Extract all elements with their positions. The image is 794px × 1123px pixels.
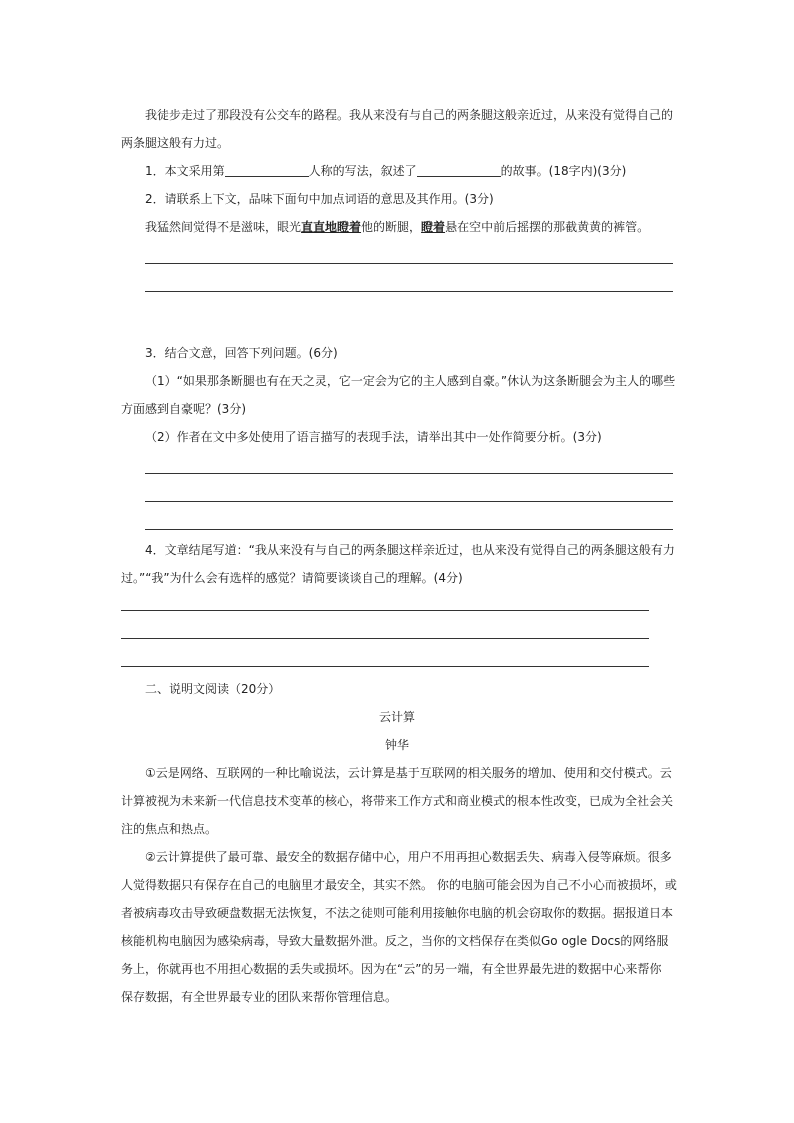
para1-line-2: 计算被视为未来新一代信息技术变革的核心，将带来工作方式和商业模式的根本性改变，已成为全社会关 xyxy=(121,794,674,808)
question-2-prompt: 2．请联系上下文，品味下面句中加点词语的意思及其作用。(3分) xyxy=(145,192,494,206)
question-1 xyxy=(145,164,626,178)
q3-answer-line-2[interactable] xyxy=(145,501,673,502)
article-author: 钟华 xyxy=(384,738,409,752)
article-title: 云计算 xyxy=(378,710,415,724)
para2-line-4: 核能机构电脑因为感染病毒，导致大量数据外泄。反之，当你的文档保存在类似Go ogle Docs的网络服 xyxy=(121,934,669,948)
q2-sentence-part-5: 悬在空中前后摇摆的那截黄黄的裤管。 xyxy=(445,220,650,234)
q4-answer-line-3[interactable] xyxy=(121,666,649,667)
intro-line-2: 两条腿这般有力过。 xyxy=(121,136,230,150)
para1-line-1: ①云是网络、互联网的一种比喻说法，云计算是基于互联网的相关服务的增加、使用和交付模式。云 xyxy=(145,766,672,780)
q2-sentence-part-1: 我猛然间觉得不是滋味，眼光 xyxy=(145,220,302,234)
q2-answer-line-1[interactable] xyxy=(145,263,673,264)
q2-answer-line-2[interactable] xyxy=(145,291,673,292)
question-2-sentence xyxy=(145,220,649,234)
q2-marked-phrase-1: 直直地瞪着 xyxy=(301,220,362,234)
q1-text-c: 的故事。(18字内)(3分) xyxy=(500,164,627,178)
section-heading: 二、说明文阅读（20分） xyxy=(145,682,281,696)
para2-line-3: 者被病毒攻击导致硬盘数据无法恢复，不法之徒则可能利用接触你电脑的机会窃取你的数据。据报道日本 xyxy=(121,906,674,920)
q4-answer-line-1[interactable] xyxy=(121,610,649,611)
q1-blank-story[interactable] xyxy=(417,164,501,177)
q4-line-2: 过。”“我”为什么会有选样的感觉？请简要谈谈自己的理解。(4分) xyxy=(121,571,463,585)
q4-line-1: 4．文章结尾写道：“我从来没有与自己的两条腿这样亲近过，也从来没有觉得自己的两条腿这般有力 xyxy=(145,543,675,557)
question-3-prompt: 3．结合文意，回答下列问题。(6分) xyxy=(145,346,338,360)
para2-line-6: 保存数据，有全世界最专业的团队来帮你管理信息。 xyxy=(121,990,398,1004)
para2-line-2: 人觉得数据只有保存在自己的电脑里才最安全，其实不然。 你的电脑可能会因为自己不小心而被损坏，或 xyxy=(121,878,677,892)
q1-blank-person[interactable] xyxy=(225,164,309,177)
q2-sentence-part-3: 他的断腿， xyxy=(361,220,422,234)
q2-marked-phrase-2: 瞪着 xyxy=(421,220,446,234)
q4-answer-line-2[interactable] xyxy=(121,638,649,639)
intro-line-1: 我徒步走过了那段没有公交车的路程。我从来没有与自己的两条腿这般亲近过，从来没有觉得自己的 xyxy=(145,108,674,122)
q3-sub2: （2）作者在文中多处使用了语言描写的表现手法，请举出其中一处作简要分析。(3分) xyxy=(145,430,602,444)
para1-line-3: 注的焦点和热点。 xyxy=(121,822,218,836)
q3-answer-line-1[interactable] xyxy=(145,473,673,474)
q3-sub1-line-1: （1）“如果那条断腿也有在天之灵，它一定会为它的主人感到自豪。”休认为这条断腿会为主人的哪些 xyxy=(145,374,676,388)
q1-text-a: 1．本文采用第 xyxy=(145,164,225,178)
para2-line-1: ②云计算提供了最可靠、最安全的数据存储中心，用户不用再担心数据丢失、病毒入侵等麻烦。很多 xyxy=(145,850,672,864)
q1-text-b: 人称的写法，叙述了 xyxy=(308,164,417,178)
q3-sub1-line-2: 方面感到自豪呢？(3分) xyxy=(121,402,246,416)
q3-answer-line-3[interactable] xyxy=(145,529,673,530)
para2-line-5: 务上，你就再也不用担心数据的丢失或损坏。因为在“云”的另一端，有全世界最先进的数据中心来帮你 xyxy=(121,962,662,976)
